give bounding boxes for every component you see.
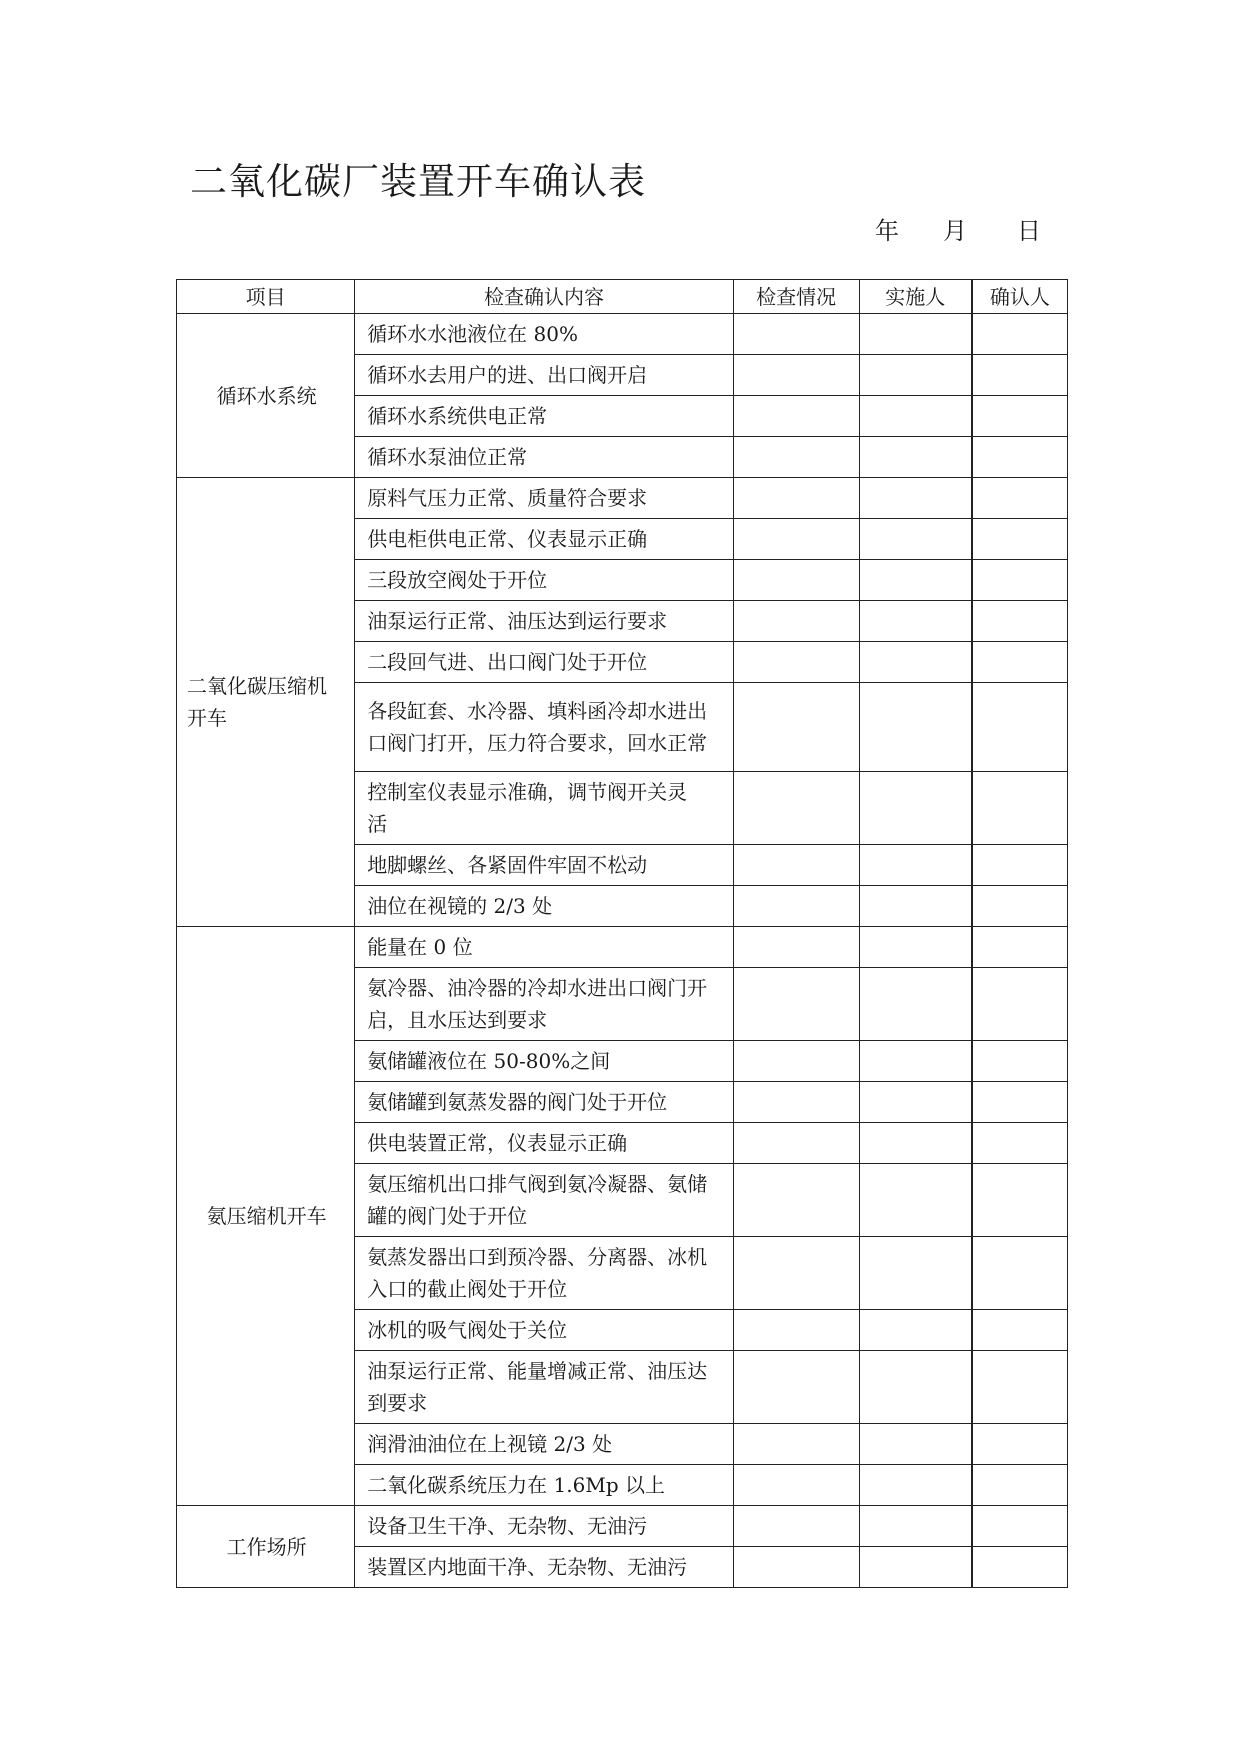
check-status-cell[interactable]: [733, 1351, 859, 1424]
check-status-cell[interactable]: [733, 355, 859, 396]
check-status-cell[interactable]: [733, 927, 859, 968]
confirmer-cell[interactable]: [972, 1082, 1068, 1123]
implementer-cell[interactable]: [859, 683, 972, 772]
confirmer-cell[interactable]: [972, 355, 1068, 396]
implementer-cell[interactable]: [859, 437, 972, 478]
check-status-cell[interactable]: [733, 1082, 859, 1123]
implementer-cell[interactable]: [859, 1547, 972, 1588]
header-implementer: 实施人: [859, 280, 972, 314]
implementer-cell[interactable]: [859, 1082, 972, 1123]
confirmer-cell[interactable]: [972, 642, 1068, 683]
checklist-table: [176, 279, 1068, 1588]
check-status-cell[interactable]: [733, 437, 859, 478]
confirmer-cell[interactable]: [972, 886, 1068, 927]
confirmer-cell[interactable]: [972, 1164, 1068, 1237]
implementer-cell[interactable]: [859, 314, 972, 355]
check-item-cell: 供电装置正常，仪表显示正确: [355, 1123, 734, 1164]
implementer-cell[interactable]: [859, 1465, 972, 1506]
date-line: [875, 215, 1041, 247]
check-status-cell[interactable]: [733, 845, 859, 886]
confirmer-cell[interactable]: [972, 1041, 1068, 1082]
check-status-cell[interactable]: [733, 1424, 859, 1465]
check-status-cell[interactable]: [733, 560, 859, 601]
table-row: [177, 478, 1068, 519]
check-status-cell[interactable]: [733, 1465, 859, 1506]
implementer-cell[interactable]: [859, 1351, 972, 1424]
check-status-cell[interactable]: [733, 1547, 859, 1588]
confirmer-cell[interactable]: [972, 927, 1068, 968]
check-item-cell: 润滑油油位在上视镜 2/3 处: [355, 1424, 734, 1465]
check-status-cell[interactable]: [733, 478, 859, 519]
section-name-cell: 工作场所: [177, 1506, 355, 1588]
table-row: [177, 927, 1068, 968]
check-status-cell[interactable]: [733, 1310, 859, 1351]
confirmer-cell[interactable]: [972, 1123, 1068, 1164]
check-item-cell: 氨储罐液位在 50-80%之间: [355, 1041, 734, 1082]
check-item-cell: 油泵运行正常、能量增减正常、油压达到要求: [355, 1351, 734, 1424]
implementer-cell[interactable]: [859, 1424, 972, 1465]
implementer-cell[interactable]: [859, 886, 972, 927]
header-content: 检查确认内容: [355, 280, 734, 314]
check-status-cell[interactable]: [733, 601, 859, 642]
check-item-cell: 氨冷器、油冷器的冷却水进出口阀门开启，且水压达到要求: [355, 968, 734, 1041]
check-item-cell: 冰机的吸气阀处于关位: [355, 1310, 734, 1351]
check-status-cell[interactable]: [733, 1123, 859, 1164]
confirmer-cell[interactable]: [972, 772, 1068, 845]
implementer-cell[interactable]: [859, 1123, 972, 1164]
check-item-cell: 循环水去用户的进、出口阀开启: [355, 355, 734, 396]
confirmer-cell[interactable]: [972, 845, 1068, 886]
check-item-cell: 氨蒸发器出口到预冷器、分离器、冰机入口的截止阀处于开位: [355, 1237, 734, 1310]
implementer-cell[interactable]: [859, 1506, 972, 1547]
confirmer-cell[interactable]: [972, 437, 1068, 478]
implementer-cell[interactable]: [859, 1310, 972, 1351]
confirmer-cell[interactable]: [972, 314, 1068, 355]
confirmer-cell[interactable]: [972, 478, 1068, 519]
implementer-cell[interactable]: [859, 1237, 972, 1310]
check-status-cell[interactable]: [733, 886, 859, 927]
check-item-cell: 供电柜供电正常、仪表显示正确: [355, 519, 734, 560]
check-status-cell[interactable]: [733, 1506, 859, 1547]
check-item-cell: 氨储罐到氨蒸发器的阀门处于开位: [355, 1082, 734, 1123]
table-row: [177, 1506, 1068, 1547]
implementer-cell[interactable]: [859, 355, 972, 396]
check-status-cell[interactable]: [733, 1164, 859, 1237]
table-row: [177, 314, 1068, 355]
check-item-cell: 油泵运行正常、油压达到运行要求: [355, 601, 734, 642]
check-status-cell[interactable]: [733, 1041, 859, 1082]
implementer-cell[interactable]: [859, 642, 972, 683]
check-item-cell: 三段放空阀处于开位: [355, 560, 734, 601]
check-item-cell: 能量在 0 位: [355, 927, 734, 968]
check-status-cell[interactable]: [733, 1237, 859, 1310]
check-item-cell: 原料气压力正常、质量符合要求: [355, 478, 734, 519]
check-item-cell: 设备卫生干净、无杂物、无油污: [355, 1506, 734, 1547]
table-body: [177, 314, 1068, 1588]
confirmer-cell[interactable]: [972, 1465, 1068, 1506]
check-status-cell[interactable]: [733, 968, 859, 1041]
confirmer-cell[interactable]: [972, 519, 1068, 560]
section-name-cell: 循环水系统: [177, 314, 355, 478]
confirmer-cell[interactable]: [972, 1237, 1068, 1310]
confirmer-cell[interactable]: [972, 560, 1068, 601]
check-item-cell: 循环水水池液位在 80%: [355, 314, 734, 355]
confirmer-cell[interactable]: [972, 683, 1068, 772]
date-year-label: 年: [875, 217, 899, 245]
implementer-cell[interactable]: [859, 478, 972, 519]
confirmer-cell[interactable]: [972, 968, 1068, 1041]
implementer-cell[interactable]: [859, 601, 972, 642]
check-item-cell: 各段缸套、水冷器、填料函冷却水进出口阀门打开，压力符合要求，回水正常: [355, 683, 734, 772]
confirmer-cell[interactable]: [972, 396, 1068, 437]
check-status-cell[interactable]: [733, 314, 859, 355]
table-header-row: [177, 280, 1068, 314]
section-name-cell: 氨压缩机开车: [177, 927, 355, 1506]
implementer-cell[interactable]: [859, 1164, 972, 1237]
section-name-cell: 二氧化碳压缩机开车: [177, 478, 355, 927]
implementer-cell[interactable]: [859, 1041, 972, 1082]
confirmer-cell[interactable]: [972, 1547, 1068, 1588]
implementer-cell[interactable]: [859, 396, 972, 437]
date-day-label: 日: [1017, 217, 1041, 245]
check-item-cell: 循环水系统供电正常: [355, 396, 734, 437]
date-month-label: 月: [943, 217, 967, 245]
check-item-cell: 氨压缩机出口排气阀到氨冷凝器、氨储罐的阀门处于开位: [355, 1164, 734, 1237]
check-status-cell[interactable]: [733, 642, 859, 683]
check-item-cell: 循环水泵油位正常: [355, 437, 734, 478]
check-status-cell[interactable]: [733, 772, 859, 845]
check-item-cell: 装置区内地面干净、无杂物、无油污: [355, 1547, 734, 1588]
implementer-cell[interactable]: [859, 519, 972, 560]
confirmer-cell[interactable]: [972, 601, 1068, 642]
check-item-cell: 油位在视镜的 2/3 处: [355, 886, 734, 927]
implementer-cell[interactable]: [859, 772, 972, 845]
check-status-cell[interactable]: [733, 396, 859, 437]
document-title: 二氧化碳厂装置开车确认表: [190, 160, 646, 203]
check-item-cell: 地脚螺丝、各紧固件牢固不松动: [355, 845, 734, 886]
header-status: 检查情况: [733, 280, 859, 314]
header-confirmer: 确认人: [972, 280, 1068, 314]
check-item-cell: 二段回气进、出口阀门处于开位: [355, 642, 734, 683]
confirmer-cell[interactable]: [972, 1351, 1068, 1424]
check-status-cell[interactable]: [733, 519, 859, 560]
confirmer-cell[interactable]: [972, 1424, 1068, 1465]
check-status-cell[interactable]: [733, 683, 859, 772]
check-item-cell: 控制室仪表显示准确，调节阀开关灵 活: [355, 772, 734, 845]
header-project: 项目: [177, 280, 355, 314]
implementer-cell[interactable]: [859, 927, 972, 968]
implementer-cell[interactable]: [859, 845, 972, 886]
implementer-cell[interactable]: [859, 560, 972, 601]
implementer-cell[interactable]: [859, 968, 972, 1041]
confirmer-cell[interactable]: [972, 1310, 1068, 1351]
confirmer-cell[interactable]: [972, 1506, 1068, 1547]
check-item-cell: 二氧化碳系统压力在 1.6Mp 以上: [355, 1465, 734, 1506]
